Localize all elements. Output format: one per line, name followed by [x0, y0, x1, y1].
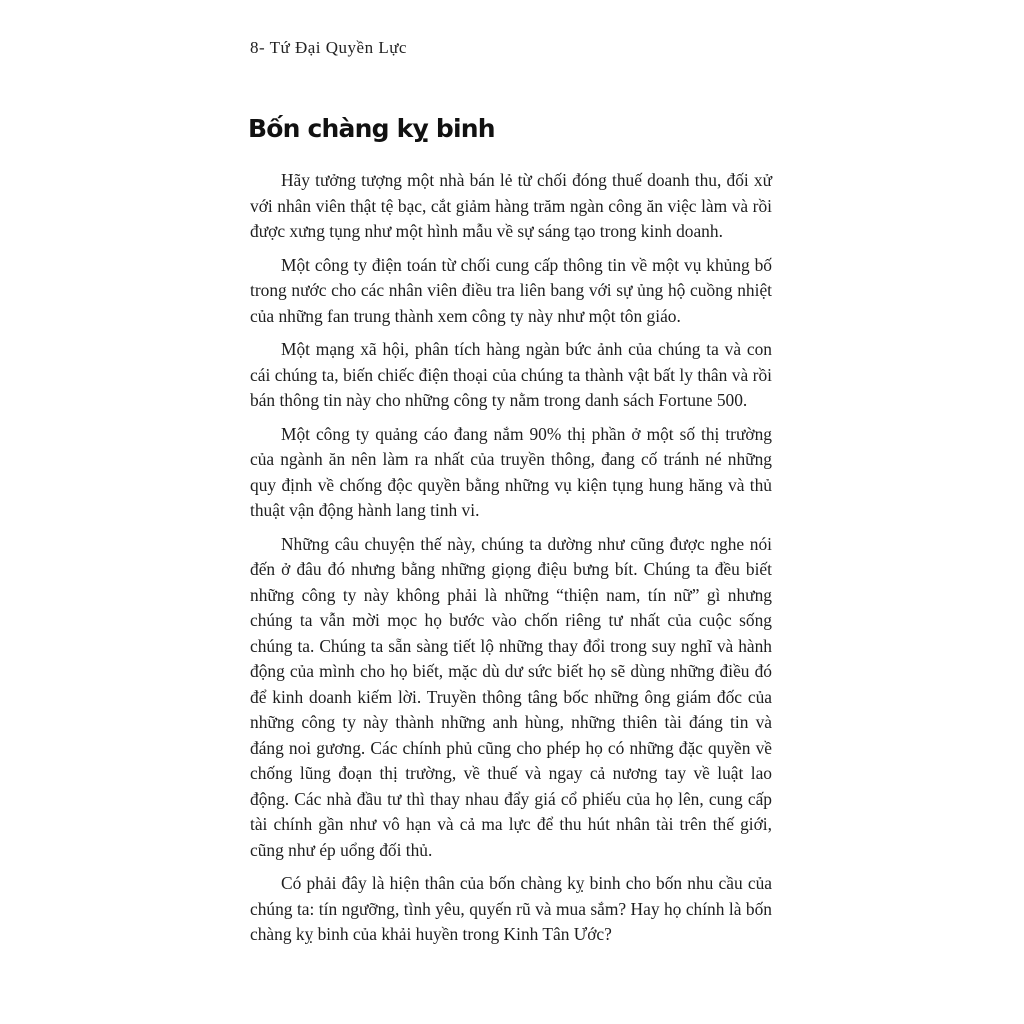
running-head: 8- Tứ Đại Quyền Lực — [250, 38, 407, 57]
paragraph-four-horsemen: Có phải đây là hiện thân của bốn chàng kỵ binh cho bốn nhu cầu của chúng ta: tín ngưỡng, tình yêu, quyến rũ và mua sắm? Hay họ chính là bốn chàng kỵ binh của khải huyền trong Kinh Tân Ước? — [250, 873, 772, 944]
paragraph-retailer: Hãy tưởng tượng một nhà bán lẻ từ chối đóng thuế doanh thu, đối xử với nhân viên thật tệ bạc, cắt giảm hàng trăm ngàn công ăn việc làm và rồi được xưng tụng như một hình mẫu về sự sáng tạo trong kinh doanh. — [250, 170, 772, 241]
paragraph-computer-company: Một công ty điện toán từ chối cung cấp thông tin về một vụ khủng bố trong nước cho các nhân viên điều tra liên bang với sự ủng hộ cuồng nhiệt của những fan trung thành xem công ty này như một tôn giáo. — [250, 254, 772, 326]
paragraph-stories: Những câu chuyện thế này, chúng ta dường như cũng được nghe nói đến ở đâu đó nhưng bằng những giọng điệu bưng bít. Chúng ta đều biết những công ty này không phải là những “thiện nam, tín nữ” gì nhưng chúng ta vẫn mời mọc họ bước vào chốn riêng tư nhất của cuộc sống chúng ta. Chúng ta sẵn sàng tiết lộ những thay đổi trong suy nghĩ và hành động của mình cho họ biết, mặc dù dư sức biết họ sẽ dùng những điều đó để kinh doanh kiếm lời. Truyền thông tâng bốc những ông giám đốc của những công ty này thành những anh hùng, những thiên tài đáng tin và đáng noi gương. Các chính phủ cũng cho phép họ có những đặc quyền về chống lũng đoạn thị trường, về thuế và ngay cả nương tay về luật lao động. Các nhà đầu tư thì thay nhau đẩy giá cổ phiếu của họ lên, cung cấp tài chính gần như vô hạn và cả ma lực để thu hút nhân tài trên thế giới, cũng như ép uổng đối thủ. — [250, 533, 772, 860]
body-text — [250, 168, 772, 956]
section-title: Bốn chàng kỵ binh — [248, 114, 495, 143]
paragraph-social-network: Một mạng xã hội, phân tích hàng ngàn bức ảnh của chúng ta và con cái chúng ta, biến chiếc điện thoại của chúng ta thành vật bất ly thân và rồi bán thông tin này cho những công ty nằm trong danh sách Fortune 500. — [250, 339, 772, 410]
paragraph-advertising-company: Một công ty quảng cáo đang nắm 90% thị phần ở một số thị trường của ngành ăn nên làm ra nhất của truyền thông, đang cố tránh né những quy định về chống độc quyền bằng những vụ kiện tụng hung hăng và thủ thuật vận động hành lang tinh vi. — [250, 423, 772, 520]
